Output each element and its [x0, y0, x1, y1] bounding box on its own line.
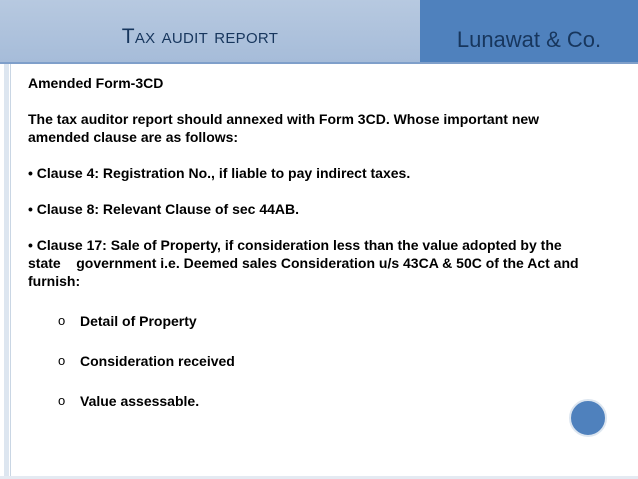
clause-17: • Clause 17: Sale of Property, if consideration less than the value adopted by the state government i.e. Deemed sales Consideration u/s 43CA & 50C of the Act and furnish:	[28, 237, 583, 289]
sub-item-text: Consideration received	[80, 353, 235, 369]
clause-8: • Clause 8: Relevant Clause of sec 44AB.	[28, 201, 300, 217]
slide-title: Tax audit report	[121, 25, 279, 48]
circle-bullet-icon: o	[58, 353, 66, 368]
brand-name: Lunawat & Co.	[456, 27, 602, 52]
left-accent-line	[10, 0, 11, 479]
left-accent-rule	[4, 0, 9, 479]
clause-17-sub-list	[28, 312, 598, 410]
intro-paragraph: The tax auditor report should annexed with Form 3CD. Whose important new amended clause are as follows:	[28, 111, 540, 145]
decorative-circle-icon	[569, 399, 607, 437]
slide-content	[28, 74, 598, 432]
list-item	[28, 312, 598, 330]
clause-4: • Clause 4: Registration No., if liable to pay indirect taxes.	[28, 165, 411, 181]
header-divider	[0, 62, 638, 64]
circle-bullet-icon: o	[58, 313, 66, 328]
list-item	[28, 352, 598, 370]
circle-bullet-icon: o	[58, 393, 66, 408]
sub-item-text: Detail of Property	[80, 313, 197, 329]
title-bar	[0, 0, 420, 62]
brand-box	[420, 0, 638, 62]
form-heading: Amended Form-3CD	[28, 75, 164, 91]
sub-item-text: Value assessable.	[80, 393, 200, 409]
list-item	[28, 392, 598, 410]
